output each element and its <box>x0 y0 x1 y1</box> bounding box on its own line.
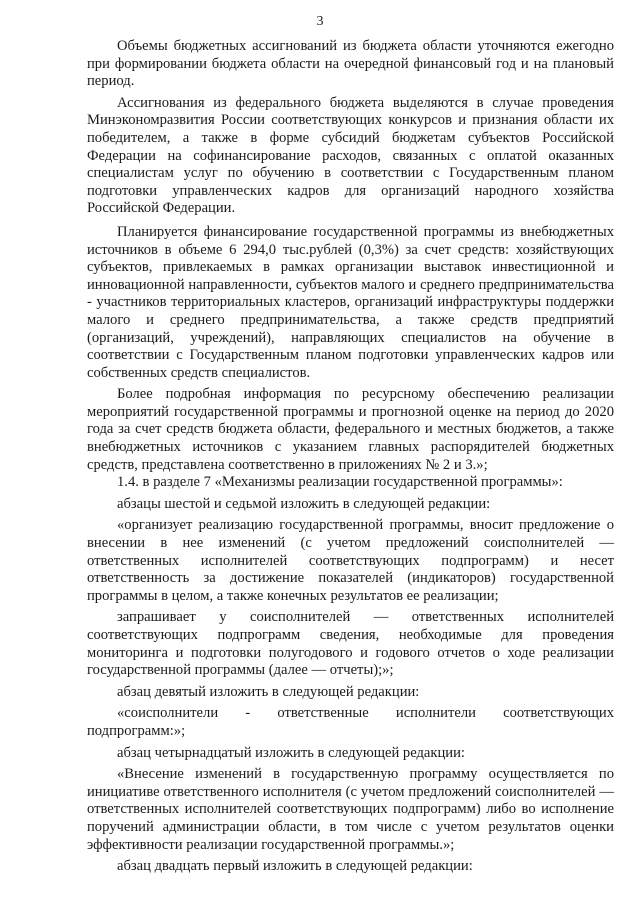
paragraph-organizes-implementation: «организует реализацию государственной программы, вносит предложение о внесении в нее изменений (с учетом предложений соисполнителей — ответственных исполнителей соответствующих подпрограмм) и несет ответственность за достижение показателей (индикаторов) государственной программы в целом, а также конечных результатов ее реализации; <box>87 517 614 604</box>
paragraph-budget-allocations: Объемы бюджетных ассигнований из бюджета области уточняются ежегодно при формировании бюджета области на очередной финансовый год и на плановый период. <box>87 38 614 90</box>
paragraph-requests-information: запрашивает у соисполнителей — ответственных исполнителей соответствующих подпрограмм сведения, необходимые для проведения мониторинга и подготовки полугодового и годового отчетов о ходе реализации государственной программы (далее — отчеты);»; <box>87 609 614 679</box>
paragraph-federal-budget: Ассигнования из федерального бюджета выделяются в случае проведения Минэкономразвития России соответствующих конкурсов и признания области их победителем, а также в форме субсидий бюджетам субъектов Российской Федерации на софинансирование расходов, связанных с оплатой оказанных специалистам услуг по обучению в соответствии с Государственным планом подготовки управленческих кадров для организаций народного хозяйства Российской Федерации. <box>87 94 614 217</box>
paragraph-fourteenth-instruction: абзац четырнадцатый изложить в следующей редакции: <box>117 744 465 761</box>
paragraph-program-amendments: «Внесение изменений в государственную программу осуществляется по инициативе ответственного исполнителя (с учетом предложений соисполнителей — ответственных исполнителей соответствующих подпрограмм) либо во исполнение поручений администрации области, в том числе с учетом результатов оценки эффективности реализации государственной программы.»; <box>87 766 614 853</box>
document-body <box>87 38 614 876</box>
paragraph-extrabudgetary-funding: Планируется финансирование государственной программы из внебюджетных источников в объеме 6 294,0 тыс.рублей (0,3%) за счет средств: хозяйствующих субъектов, привлекаемых в рамках организации выставок инвестиционной и инновационной направленности, субъектов малого и среднего предпринимательства - участников территориальных кластеров, организаций инфраструктуры поддержки малого и среднего предпринимательства, а также средств предприятий (организаций, учреждений), направляющих специалистов на обучение в соответствии с Государственным планом подготовки управленческих кадров или собственных средств специалистов. <box>87 223 614 381</box>
paragraph-co-executors: «соисполнители - ответственные исполнители соответствующих подпрограмм:»; <box>87 705 614 739</box>
paragraph-twenty-first-instruction: абзац двадцать первый изложить в следующей редакции: <box>117 858 473 875</box>
paragraph-resource-information: Более подробная информация по ресурсному обеспечению реализации мероприятий государственной программы и прогнозной оценке на период до 2020 года за счет средств бюджета области, федерального и местных бюджетов, а также внебюджетных источников с указанием главных распорядителей бюджетных средств, представлена соответственно в приложениях № 2 и 3.»; <box>87 386 614 473</box>
paragraph-section-7-heading: 1.4. в разделе 7 «Механизмы реализации государственной программы»: <box>117 474 563 491</box>
paragraph-sixth-seventh-instruction: абзацы шестой и седьмой изложить в следующей редакции: <box>117 495 491 512</box>
page-number: 3 <box>316 14 324 29</box>
paragraph-ninth-instruction: абзац девятый изложить в следующей редакции: <box>117 683 420 700</box>
